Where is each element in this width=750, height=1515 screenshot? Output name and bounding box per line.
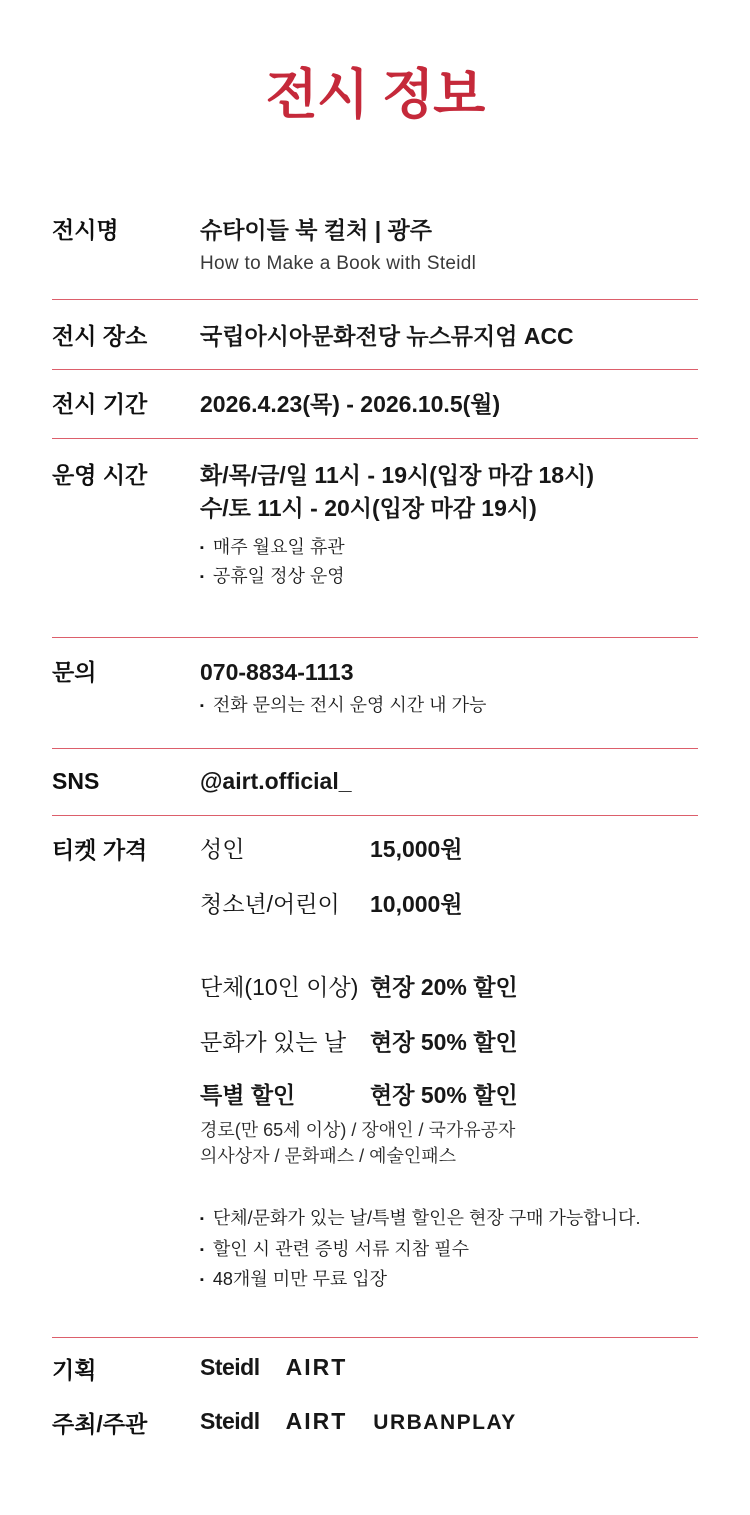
ticket-special-detail [200,1117,698,1169]
exhibition-name-value-group [200,214,698,277]
hours-value-group [200,459,698,591]
row-venue [52,300,698,370]
ticket-adult-name: 성인 [200,835,245,862]
tickets-value-group [200,834,698,1295]
sns-handle: @airt.official_ [200,768,352,795]
hours-notes [200,533,698,591]
venue-label: 전시 장소 [52,323,148,350]
hours-label: 운영 시간 [52,461,148,488]
bullet-icon: ▪ [200,1243,204,1256]
exhibition-name-label: 전시명 [52,217,119,244]
ticket-group-name: 단체(10인 이상) [200,973,359,1000]
steidl-logo: Steidl [200,1353,260,1380]
ticket-youth-name: 청소년/어린이 [200,890,340,917]
bullet-icon: ▪ [200,1274,204,1287]
sns-label: SNS [52,768,100,795]
hours-note-2 [200,562,698,591]
contact-label: 문의 [52,659,97,686]
ticket-note-3 [200,1264,698,1295]
host-logos [200,1408,698,1435]
page-title: 전시 정보 [265,65,485,125]
venue-value: 국립아시아문화전당 뉴스뮤지엄 ACC [200,323,574,350]
airt-logo: AIRT [285,1353,348,1380]
row-exhibition-name [52,214,698,300]
hours-line-1: 화/목/금/일 11시 - 19시(입장 마감 18시) [200,461,594,488]
ticket-culture-day-price: 현장 50% 할인 [370,1028,518,1055]
ticket-note-1 [200,1203,698,1234]
ticket-note-3-text: 48개월 미만 무료 입장 [212,1269,388,1290]
bullet-icon: ▪ [200,542,204,555]
row-host [52,1408,698,1440]
period-value: 2026.4.23(목) - 2026.10.5(월) [200,391,501,418]
ticket-culture-day-name: 문화가 있는 날 [200,1028,347,1055]
contact-value-group [200,656,698,720]
ticket-special-name: 특별 할인 [200,1081,296,1108]
contact-notes [200,691,698,720]
ticket-row-adult [200,834,698,865]
planning-label: 기획 [52,1356,97,1383]
contact-note-1 [200,691,698,720]
hours-note-2-text: 공휴일 정상 운영 [212,566,345,587]
bullet-icon: ▪ [200,571,204,584]
row-hours [52,439,698,638]
contact-phone: 070-8834-1113 [200,659,354,686]
tickets-label: 티켓 가격 [52,836,148,863]
ticket-note-1-text: 단체/문화가 있는 날/특별 할인은 현장 구매 가능합니다. [212,1207,641,1228]
ticket-group-price: 현장 20% 할인 [370,973,518,1000]
ticket-special-price: 현장 50% 할인 [370,1081,518,1108]
ticket-row-special [200,1080,698,1111]
row-period [52,370,698,438]
contact-note-1-text: 전화 문의는 전시 운영 시간 내 가능 [212,695,487,716]
host-label: 주최/주관 [52,1410,148,1437]
steidl-logo: Steidl [200,1407,260,1434]
ticket-note-2 [200,1234,698,1265]
hours-note-1-text: 매주 월요일 휴관 [212,537,345,558]
special-detail-line-1: 경로(만 65세 이상) / 장애인 / 국가유공자 [200,1119,516,1140]
ticket-row-youth [200,889,698,920]
row-sns [52,749,698,815]
special-detail-line-2: 의사상자 / 문화패스 / 예술인패스 [200,1145,457,1166]
hours-note-1 [200,533,698,562]
ticket-row-culture-day [200,1027,698,1058]
row-tickets [52,816,698,1338]
row-planning [52,1338,698,1386]
info-rows [0,214,750,1440]
bullet-icon: ▪ [200,1212,204,1225]
ticket-row-group [200,972,698,1003]
ticket-adult-price: 15,000원 [370,835,463,862]
ticket-note-2-text: 할인 시 관련 증빙 서류 지참 필수 [212,1238,469,1259]
exhibition-name-value: 슈타이들 북 컬처 | 광주 [200,217,432,244]
ticket-notes [200,1203,698,1295]
ticket-youth-price: 10,000원 [370,890,463,917]
planning-logos [200,1354,698,1381]
hours-line-2: 수/토 11시 - 20시(입장 마감 19시) [200,495,537,522]
urbanplay-logo: URBANPLAY [373,1410,517,1434]
row-contact [52,638,698,749]
period-label: 전시 기간 [52,391,148,418]
exhibition-name-subtitle: How to Make a Book with Steidl [200,253,477,275]
bullet-icon: ▪ [200,700,204,713]
airt-logo: AIRT [285,1407,348,1434]
